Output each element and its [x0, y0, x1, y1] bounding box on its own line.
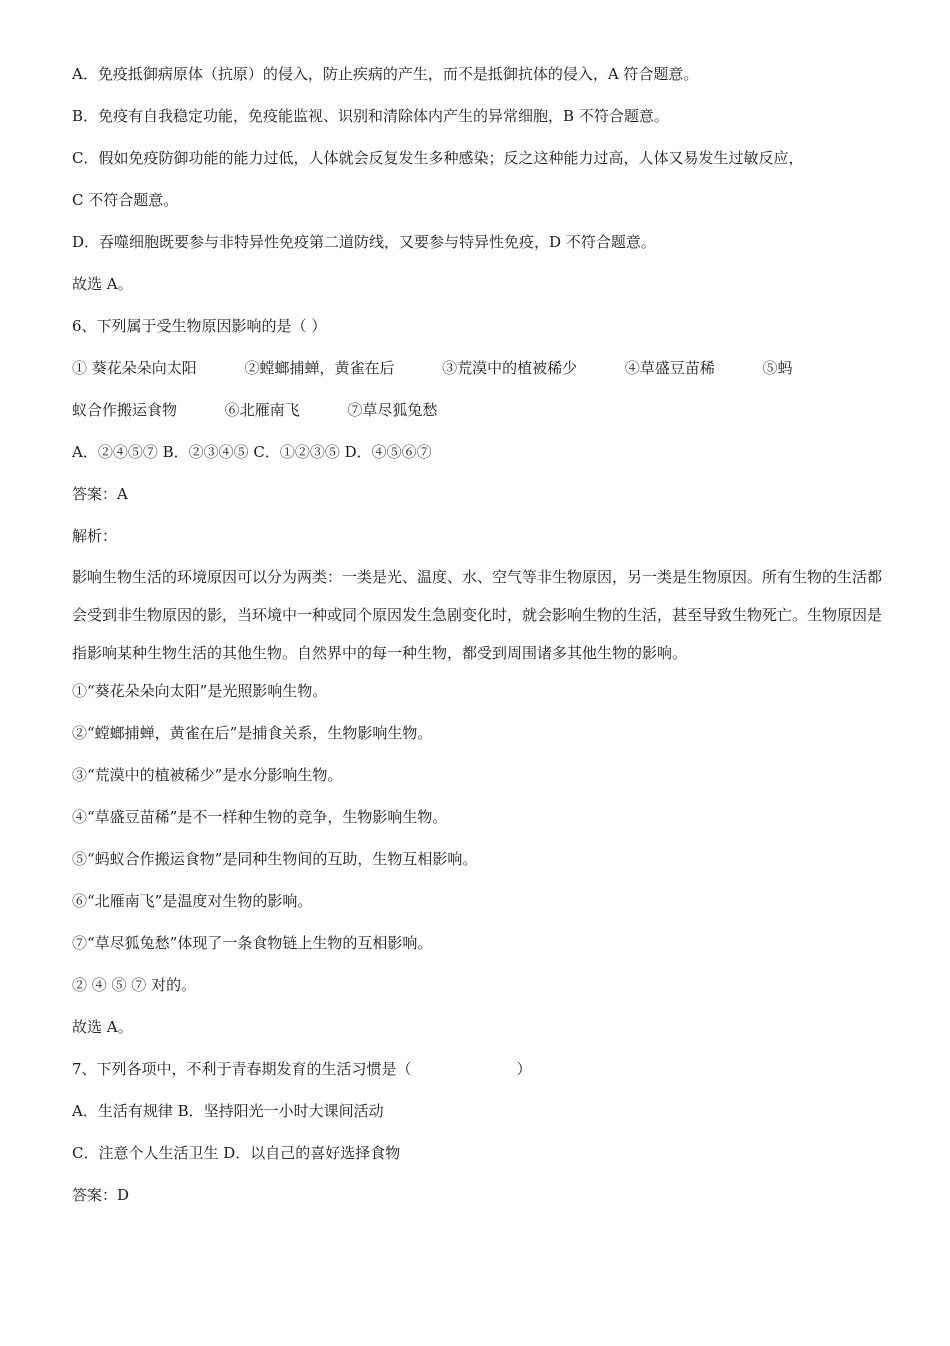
document-page	[72, 64, 884, 1227]
q6-options-line1: ① 葵花朵朵向太阳 ②螳螂捕蝉，黄雀在后 ③荒漠中的植被稀少 ④草盛豆苗稀 ⑤蚂	[72, 359, 793, 377]
q6-conclusion: ② ④ ⑤ ⑦ 对的。	[72, 976, 197, 994]
q5-select: 故选 A。	[72, 275, 133, 293]
q5-option-c-explanation-cont: C 不符合题意。	[72, 191, 179, 209]
q6-analysis-item-1: ①“葵花朵朵向太阳”是光照影响生物。	[72, 682, 328, 700]
q5-option-d-explanation: D．吞噬细胞既要参与非特异性免疫第二道防线，又要参与特异性免疫，D 不符合题意。	[72, 233, 656, 251]
q5-option-a-explanation: A．免疫抵御病原体（抗原）的侵入，防止疾病的产生，而不是抵御抗体的侵入，A 符合题意。	[72, 65, 699, 83]
q6-analysis-item-7: ⑦“草尽狐兔愁”体现了一条食物链上生物的互相影响。	[72, 934, 433, 952]
q7-answer: 答案：D	[72, 1186, 130, 1204]
q6-analysis-item-6: ⑥“北雁南飞”是温度对生物的影响。	[72, 892, 313, 910]
q6-analysis-item-5: ⑤“蚂蚁合作搬运食物”是同种生物间的互助，生物互相影响。	[72, 850, 478, 868]
q7-choices-line2: C．注意个人生活卫生 D．以自己的喜好选择食物	[72, 1144, 401, 1162]
q7-title: 7、下列各项中，不利于青春期发育的生活习惯是（ ）	[72, 1060, 532, 1078]
q6-analysis-label: 解析：	[72, 527, 118, 545]
q5-option-b-explanation: B．免疫有自我稳定功能，免疫能监视、识别和清除体内产生的异常细胞，B 不符合题意。	[72, 107, 669, 125]
q6-analysis-item-3: ③“荒漠中的植被稀少”是水分影响生物。	[72, 766, 343, 784]
q6-options-line2: 蚁合作搬运食物 ⑥北雁南飞 ⑦草尽狐兔愁	[72, 401, 438, 419]
q6-choices: A．②④⑤⑦ B．②③④⑤ C．①②③⑤ D．④⑤⑥⑦	[72, 443, 432, 461]
q6-analysis-paragraph: 影响生物生活的环境原因可以分为两类：一类是光、温度、水、空气等非生物原因，另一类是生物原因。所有生物的生活都会受到非生物原因的影，当环境中一种或同个原因发生急剧变化时，就会影响生物的生活，甚至导致生物死亡。生物原因是指影响某种生物生活的其他生物。自然界中的每一种生物，都受到周围诸多其他生物的影响。	[72, 568, 883, 662]
q5-option-c-explanation: C．假如免疫防御功能的能力过低，人体就会反复发生多种感染；反之这种能力过高，人体又易发生过敏反应，	[72, 149, 804, 167]
q6-select: 故选 A。	[72, 1018, 133, 1036]
q7-choices-line1: A．生活有规律 B．坚持阳光一小时大课间活动	[72, 1102, 384, 1120]
q6-analysis-item-2: ②“螳螂捕蝉，黄雀在后”是捕食关系，生物影响生物。	[72, 724, 433, 742]
q6-title: 6、下列属于受生物原因影响的是（ ）	[72, 317, 327, 335]
q6-analysis-item-4: ④“草盛豆苗稀”是不一样种生物的竞争，生物影响生物。	[72, 808, 448, 826]
q6-answer: 答案：A	[72, 485, 128, 503]
